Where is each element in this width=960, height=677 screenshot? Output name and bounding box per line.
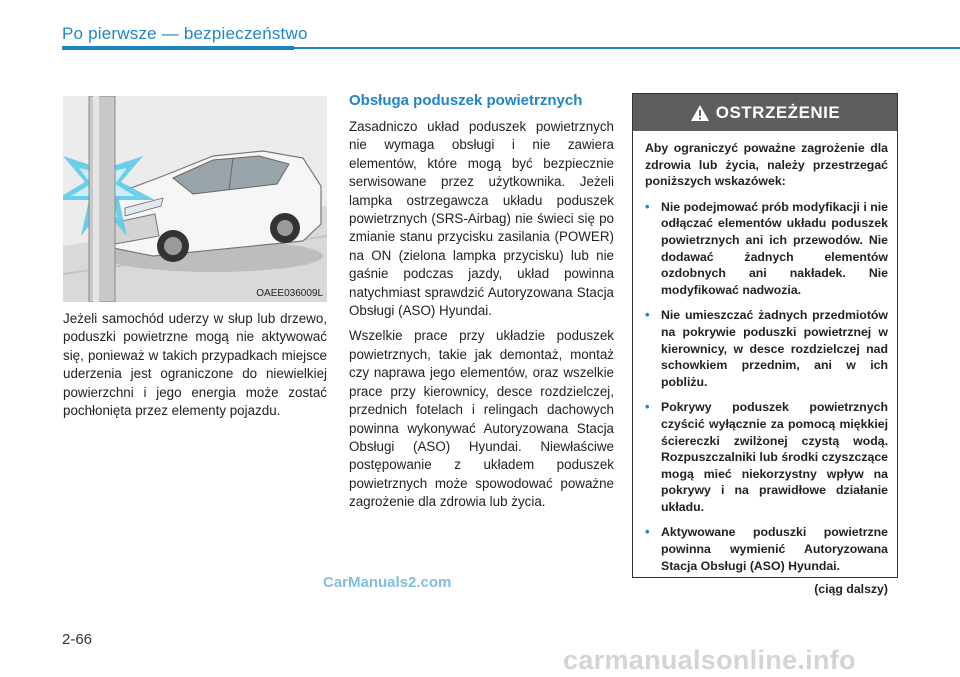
section-header-title: Po pierwsze — bezpieczeństwo <box>62 24 308 43</box>
maintenance-paragraph-1: Zasadniczo układ poduszek powietrznych nie wymaga obsługi i nie zawiera elementów, które mogą być bezpiecznie serwisowane przez użytkownika. Jeżeli lampka ostrzegawcza układu poduszek powietrznych (SRS-Airbag) nie świeci się po zmianie stanu przycisku zasilania (POWER) na ON (zielona lampka przycisku) lub nie gaśnie podczas jazdy, układ powinna natychmiast sprawdzić Autoryzowana Stacja Obsługi (ASO) Hyundai. <box>349 119 614 319</box>
section-title: Obsługa poduszek powietrznych <box>349 92 583 109</box>
warning-list <box>645 199 888 574</box>
illustration-car-hitting-pole <box>63 96 327 302</box>
warning-box <box>632 93 898 597</box>
warning-body <box>645 140 888 598</box>
continued-note: (ciąg dalszy) <box>814 582 888 597</box>
bullet-icon: • <box>645 524 650 540</box>
pole-impact-paragraph: Jeżeli samochód uderzy w słup lub drzewo, poduszki powietrzne mogą nie aktywować się, ponieważ w takich przypadkach miejsce uderzenia jest ograniczone do niewielkiej powierzchni i jego energia może zostać pochłonięta przez elementy pojazdu. <box>63 311 327 419</box>
warning-triangle-icon <box>690 104 710 122</box>
warning-item: • Aktywowane poduszki powietrzne powinna wymienić Autoryzowana Stacja Obsługi (ASO) Hyundai. <box>645 524 888 573</box>
footer-watermark: carmanualsonline.info <box>563 645 856 675</box>
warning-heading: OSTRZEŻENIE <box>715 102 841 122</box>
bullet-icon: • <box>645 399 650 415</box>
header-rule <box>62 47 960 49</box>
middle-column <box>349 118 614 519</box>
left-column <box>63 310 327 427</box>
warning-item: • Pokrywy poduszek powietrznych czyścić wyłącznie za pomocą miękkiej ściereczki zwilżonej czystą wodą. Rozpuszczalniki lub środki czyszczące mogą mieć niekorzystny wpływ na pokrywy i na prawidłowe działanie układu. <box>645 399 888 514</box>
figure-code: OAEE036009L <box>256 288 323 299</box>
page-number: 2-66 <box>62 631 93 648</box>
warning-intro: Aby ograniczyć poważne zagrożenie dla zdrowia lub życia, należy przestrzegać poniższych wskazówek: <box>645 141 888 189</box>
warning-item: • Nie podejmować prób modyfikacji i nie odłączać elementów układu poduszek powietrznych ani ich przewodów. Nie dodawać żadnych elementów ozdobnych ani nakładek. Nie modyfikować nadwozia. <box>645 198 888 297</box>
warning-header <box>633 94 897 131</box>
bullet-icon: • <box>645 307 650 323</box>
carmanuals-watermark-link[interactable]: CarManuals2.com <box>323 574 452 591</box>
bullet-icon: • <box>645 198 650 214</box>
warning-item: • Nie umieszczać żadnych przedmiotów na pokrywie poduszki powietrznej w kierownicy, w desce rozdzielczej nad schowkiem przednim, ani w ich pobliżu. <box>645 307 888 389</box>
car-pole-illustration <box>63 96 327 302</box>
maintenance-paragraph-2: Wszelkie prace przy układzie poduszek powietrznych, takie jak demontaż, montaż czy naprawa jego elementów, oraz wszelkie prace przy kierownicy, desce rozdzielczej, przednich fotelach i relingach dachowych powinna wykonywać Autoryzowana Stacja Obsługi (ASO) Hyundai. Niewłaściwe postępowanie z układem poduszek powietrznych może spowodować poważne zagrożenie dla zdrowia lub życia. <box>349 328 614 510</box>
